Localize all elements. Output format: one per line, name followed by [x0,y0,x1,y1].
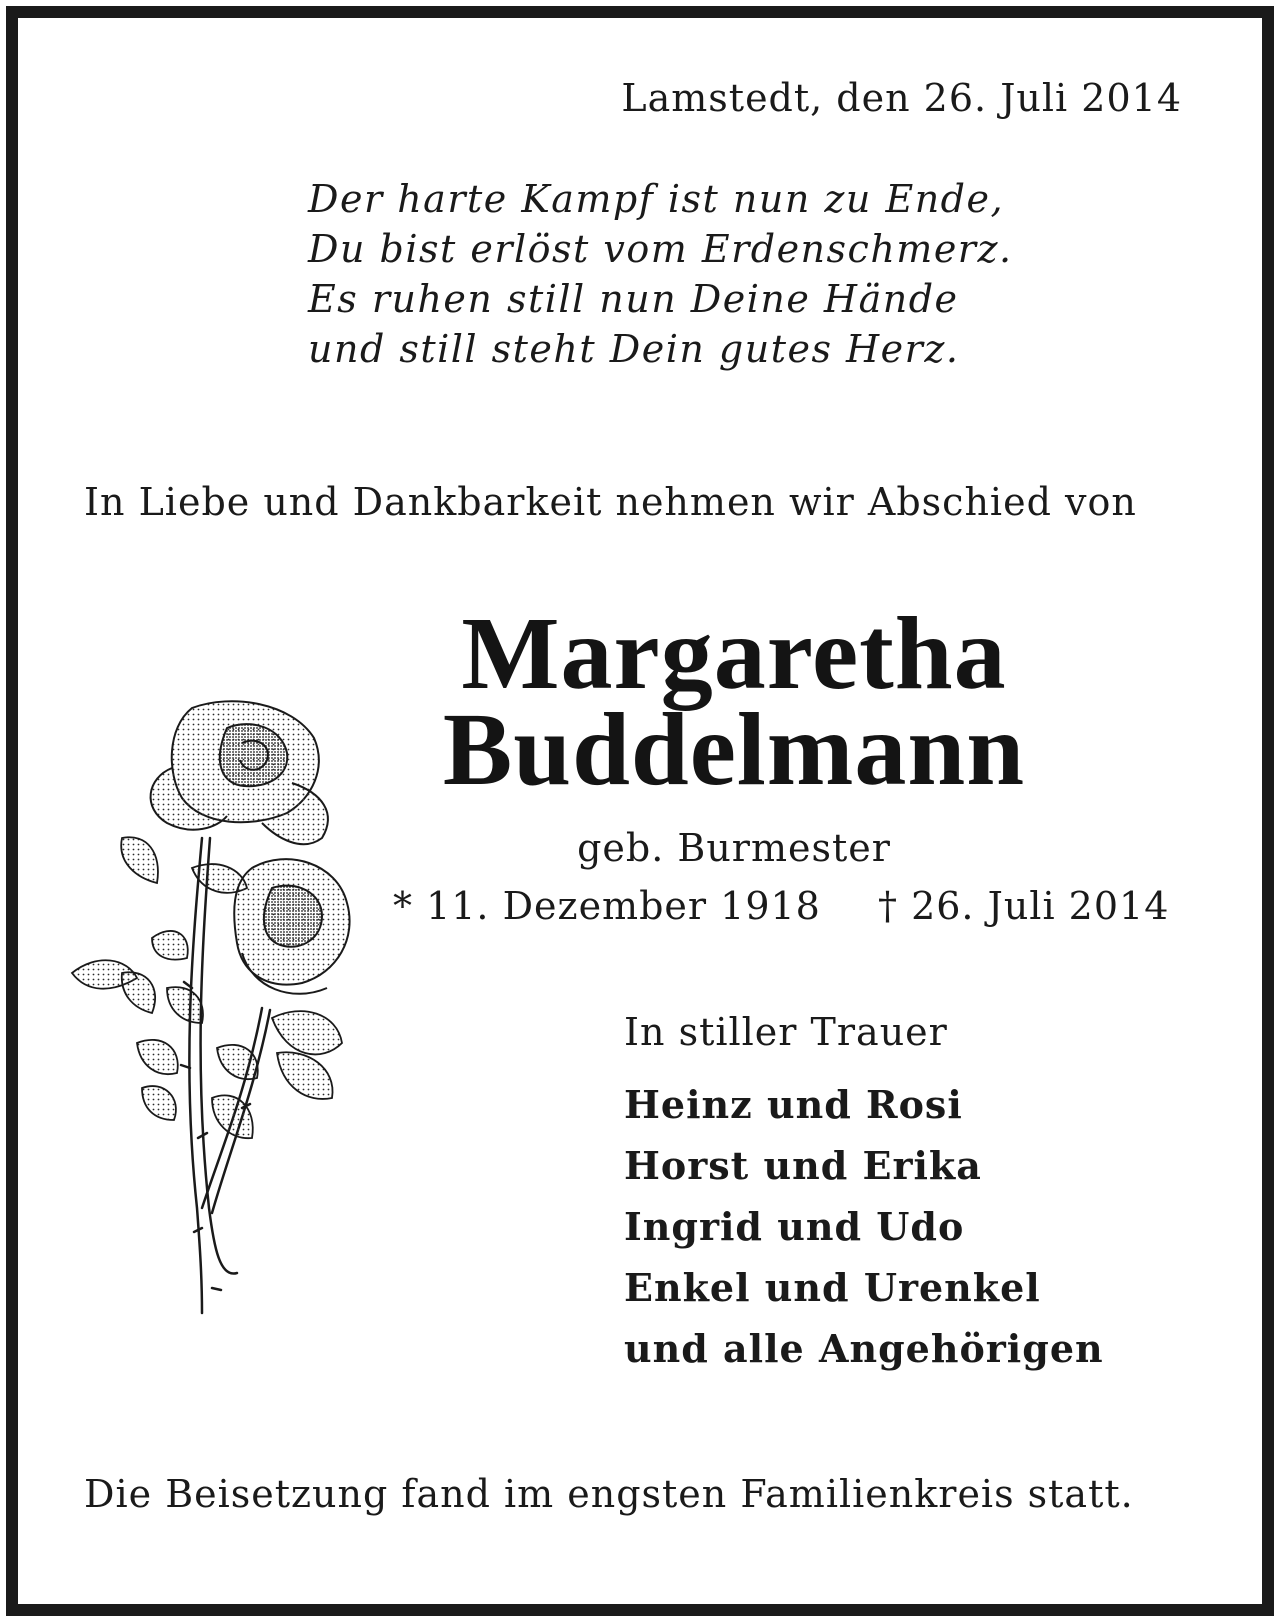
mourner: Ingrid und Udo [624,1204,965,1249]
mourner: Horst und Erika [624,1143,982,1188]
poem-line: Es ruhen still nun Deine Hände [308,277,959,321]
place-date: Lamstedt, den 26. Juli 2014 [621,76,1182,120]
maiden-name: geb. Burmester [577,826,891,870]
poem-line: und still steht Dein gutes Herz. [308,327,960,371]
first-name: Margaretha [461,596,1007,711]
poem-line: Du bist erlöst vom Erdenschmerz. [308,227,1013,271]
rose-icon [52,688,372,1328]
mourning-label: In stiller Trauer [624,1010,948,1054]
mourner: und alle Angehörigen [624,1326,1104,1371]
mourner: Enkel und Urenkel [624,1265,1041,1310]
last-name: Buddelmann [442,692,1026,807]
mourners-list [624,1074,1104,1379]
poem [308,174,1013,374]
birth-date: * 11. Dezember 1918 [393,884,821,928]
intro-text: In Liebe und Dankbarkeit nehmen wir Abschied von [84,480,1137,524]
poem-line: Der harte Kampf ist nun zu Ende, [308,177,1005,221]
obituary-notice [6,6,1274,1616]
death-date: † 26. Juli 2014 [878,884,1170,928]
mourner: Heinz und Rosi [624,1082,963,1127]
deceased-name [374,596,1094,807]
burial-note: Die Beisetzung fand im engsten Familienkreis statt. [84,1472,1134,1516]
